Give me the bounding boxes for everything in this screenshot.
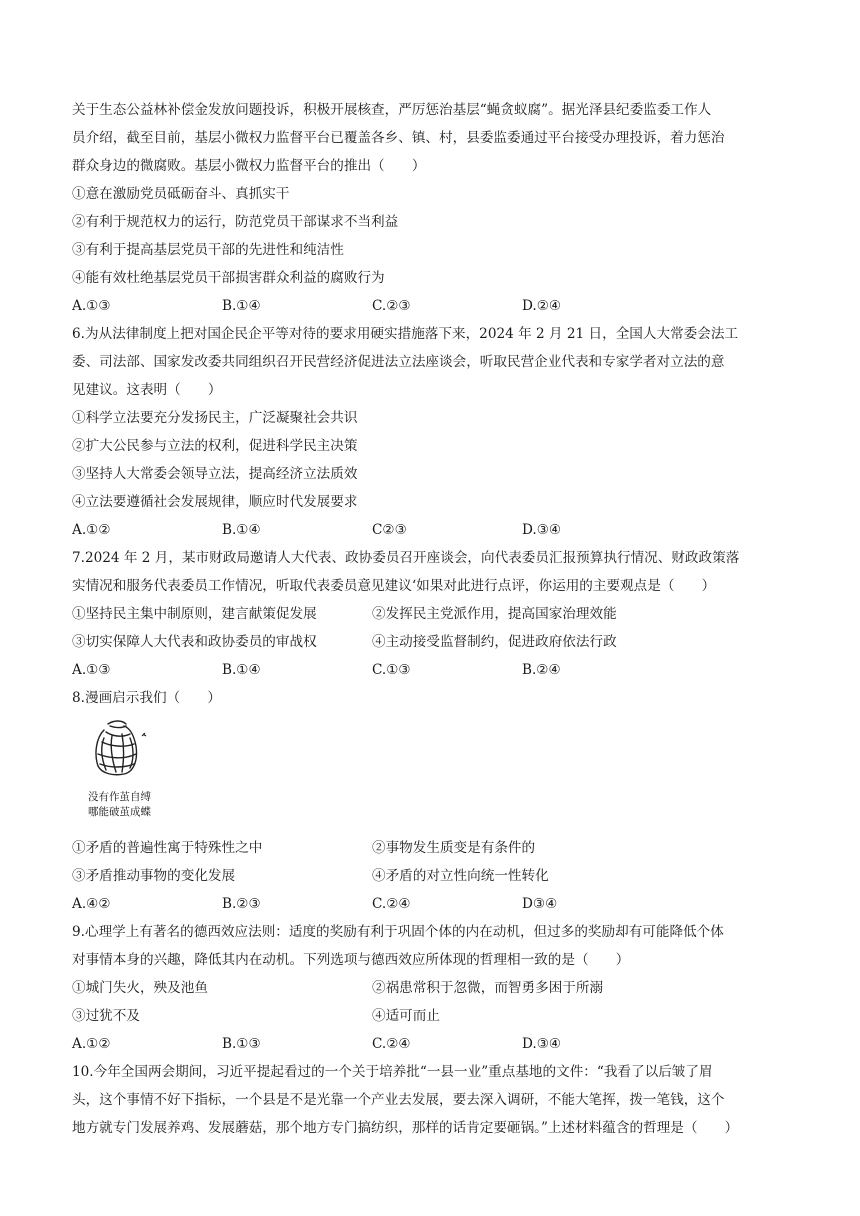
question-7 [72, 544, 794, 684]
statement-3: ③坚持人大常委会领导立法，提高经济立法质效 [72, 466, 358, 482]
answer-options [72, 292, 794, 320]
question-5 [72, 96, 794, 320]
statement-2: ②发挥民主党派作用，提高国家治理效能 [372, 606, 617, 622]
question-stem-line: 委、司法部、国家发改委共同组织召开民营经济促进法立法座谈会，听取民营企业代表和专家学者对立法的意 [72, 354, 725, 370]
exam-page [72, 96, 794, 1142]
statement-row [72, 862, 794, 890]
question-stem-line: 对事情本身的兴趣，降低其内在动机。下列选项与德西效应所体现的哲理相一致的是（ ） [72, 952, 630, 968]
statement-2: ②扩大公民参与立法的权利，促进科学民主决策 [72, 438, 358, 454]
option-c[interactable]: C.①③ [372, 662, 411, 678]
statement-4: ④适可而止 [372, 1008, 440, 1024]
question-stem-line: 地方就专门发展养鸡、发展蘑菇，那个地方专门搞纺织，那样的话肯定要砸锅。”上述材料蕴含的哲理是（ ） [72, 1120, 739, 1136]
option-b[interactable]: B.①④ [222, 522, 261, 538]
question-stem-line: 群众身边的微腐败。基层小微权力监督平台的推出（ ） [72, 158, 426, 174]
statement-row [72, 1002, 794, 1030]
statement-3: ③矛盾推动事物的变化发展 [72, 868, 236, 884]
comic-caption-line-1: 没有作茧自缚 [88, 791, 151, 803]
option-d[interactable]: D.③④ [522, 1036, 562, 1052]
option-d[interactable]: B.②④ [522, 662, 561, 678]
question-9 [72, 918, 794, 1058]
statement-3: ③切实保障人大代表和政协委员的审战权 [72, 634, 317, 650]
answer-options [72, 656, 794, 684]
question-stem-line: 头，这个事情不好下指标，一个县是不是光靠一个产业去发展，要去深入调研，不能大笔挥，拨一笔钱，这个 [72, 1092, 725, 1108]
question-stem-line: 9.心理学上有著名的德西效应法则：适度的奖励有利于巩固个体的内在动机，但过多的奖励却有可能降低个体 [72, 924, 724, 940]
question-6 [72, 320, 794, 544]
statement-4: ④矛盾的对立性向统一性转化 [372, 868, 549, 884]
comic-illustration [72, 712, 794, 834]
option-b[interactable]: B.①④ [222, 662, 261, 678]
statement-3: ③有利于提高基层党员干部的先进性和纯洁性 [72, 242, 344, 258]
question-stem-line: 员介绍，截至目前，基层小微权力监督平台已覆盖各乡、镇、村，县委监委通过平台接受办理投诉，着力惩治 [72, 130, 725, 146]
answer-options [72, 890, 794, 918]
statement-1: ①意在激励党员砥砺奋斗、真抓实干 [72, 186, 290, 202]
question-stem-line: 6.为从法律制度上把对国企民企平等对待的要求用硬实措施落下来，2024 年 2 月 21 日，全国人大常委会法工 [72, 326, 739, 342]
option-a[interactable]: A.①② [72, 522, 111, 538]
comic-caption-line-2: 哪能破茧成蝶 [88, 806, 151, 818]
question-stem-line: 10.今年全国两会期间，习近平提起看过的一个关于培养批“一县一业”重点基地的文件：“我看了以后皱了眉 [72, 1064, 713, 1080]
question-stem-line: 7.2024 年 2 月，某市财政局邀请人大代表、政协委员召开座谈会，向代表委员汇报预算执行情况、财政政策落 [72, 550, 740, 566]
question-8 [72, 684, 794, 918]
option-c[interactable]: C.②④ [372, 896, 411, 912]
statement-4: ④立法要遵循社会发展规律，顺应时代发展要求 [72, 494, 358, 510]
statement-row [72, 628, 794, 656]
option-c[interactable]: C②③ [372, 522, 407, 538]
cocoon-comic-image [86, 716, 166, 826]
option-b[interactable]: B.①③ [222, 1036, 261, 1052]
question-10 [72, 1058, 794, 1142]
statement-3: ③过犹不及 [72, 1008, 140, 1024]
statement-1: ①科学立法要充分发扬民主，广泛凝聚社会共识 [72, 410, 358, 426]
statement-row [72, 600, 794, 628]
option-d[interactable]: D③④ [522, 896, 558, 912]
answer-options [72, 1030, 794, 1058]
statement-row [72, 834, 794, 862]
option-a[interactable]: A.①② [72, 1036, 111, 1052]
option-d[interactable]: D.③④ [522, 522, 562, 538]
statement-2: ②有利于规范权力的运行，防范党员干部谋求不当利益 [72, 214, 399, 230]
question-stem-line: 关于生态公益林补偿金发放问题投诉，积极开展核查，严厉惩治基层“蝇贪蚁腐”。据光泽县纪委监委工作人 [72, 102, 712, 118]
option-d[interactable]: D.②④ [522, 298, 562, 314]
answer-options [72, 516, 794, 544]
statement-row [72, 974, 794, 1002]
option-b[interactable]: B.①④ [222, 298, 261, 314]
statement-4: ④主动接受监督制约，促进政府依法行政 [372, 634, 617, 650]
option-a[interactable]: A.①③ [72, 298, 111, 314]
option-c[interactable]: C.②③ [372, 298, 411, 314]
option-a[interactable]: A.④② [72, 896, 111, 912]
option-b[interactable]: B.②③ [222, 896, 261, 912]
statement-4: ④能有效杜绝基层党员干部损害群众利益的腐败行为 [72, 270, 385, 286]
question-stem-line: 实情况和服务代表委员工作情况，听取代表委员意见建议‘如果对此进行点评，你运用的主要观点是（ ） [72, 578, 716, 594]
question-stem-line: 见建议。这表明（ ） [72, 382, 222, 398]
option-c[interactable]: C.②④ [372, 1036, 411, 1052]
statement-2: ②事物发生质变是有条件的 [372, 840, 536, 856]
question-stem-line: 8.漫画启示我们（ ） [72, 690, 221, 706]
statement-1: ①坚持民主集中制原则，建言献策促发展 [72, 606, 317, 622]
statement-1: ①矛盾的普遍性寓于特殊性之中 [72, 840, 263, 856]
option-a[interactable]: A.①③ [72, 662, 111, 678]
statement-1: ①城门失火，殃及池鱼 [72, 980, 208, 996]
statement-2: ②祸患常积于忽微，而智勇多困于所溺 [372, 980, 604, 996]
